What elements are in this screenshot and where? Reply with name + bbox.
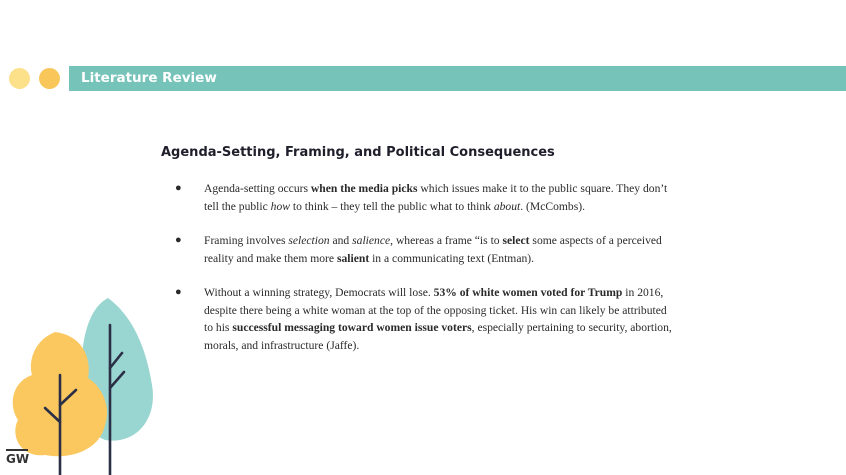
bullet-point-icon: ● (175, 234, 182, 246)
bullet-text-segment: selection (288, 234, 330, 247)
gw-logo-bar (6, 449, 28, 451)
bullet-text-segment: 53% of white women voted for Trump (433, 286, 623, 299)
bullet-text-segment: Framing involves (204, 234, 289, 247)
bullet-text-segment: successful messaging toward women issue voters (232, 321, 472, 334)
bullet-text-segment: about (493, 199, 521, 213)
decor-dot-dark (39, 68, 60, 89)
bullet-text-segment: salience (352, 234, 391, 247)
bullet-text-segment: , especially pertaining to security, abortion, morals, and infrastructure (Jaffe). (204, 321, 672, 352)
bullet-text-segment: when the media picks (310, 182, 418, 195)
bullet-point-icon: ● (175, 182, 182, 194)
tree-illustration (0, 290, 160, 475)
bullet-item (175, 180, 675, 215)
bullet-text-segment: , whereas a frame “is to (390, 234, 503, 247)
bullet-text-segment: in a communicating text (Entman). (369, 251, 535, 265)
decor-dot-light (9, 68, 30, 89)
bullet-point-icon: ● (175, 286, 182, 298)
bullet-text-segment: salient (336, 251, 370, 265)
bullet-text-segment: in 2016, despite there being a white woman at the top of the opposing ticket. His win can likely be attributed to his (204, 286, 667, 334)
bullet-text-segment: select (502, 234, 530, 247)
bullet-text-segment: Without a winning strategy, Democrats will lose. (204, 286, 434, 299)
bullet-text-segment: and (329, 234, 353, 247)
bullet-item (175, 232, 675, 267)
bullet-item (175, 284, 675, 354)
bullet-list (175, 180, 675, 371)
section-heading: Agenda-Setting, Framing, and Political Consequences (161, 145, 555, 160)
bullet-text-segment: how (270, 199, 290, 213)
gw-logo: GW (6, 452, 30, 466)
section-banner (69, 66, 846, 91)
bullet-text-segment: which issues make it to the public square. They don’t tell the public (204, 182, 668, 213)
banner-title: Literature Review (81, 70, 217, 86)
bullet-text-segment: . (McCombs). (520, 199, 585, 213)
bullet-text-segment: some aspects of a perceived reality and make them more (204, 234, 662, 265)
bullet-text-segment: Agenda-setting occurs (204, 182, 311, 195)
bullet-text-segment: to think – they tell the public what to think (289, 199, 494, 213)
